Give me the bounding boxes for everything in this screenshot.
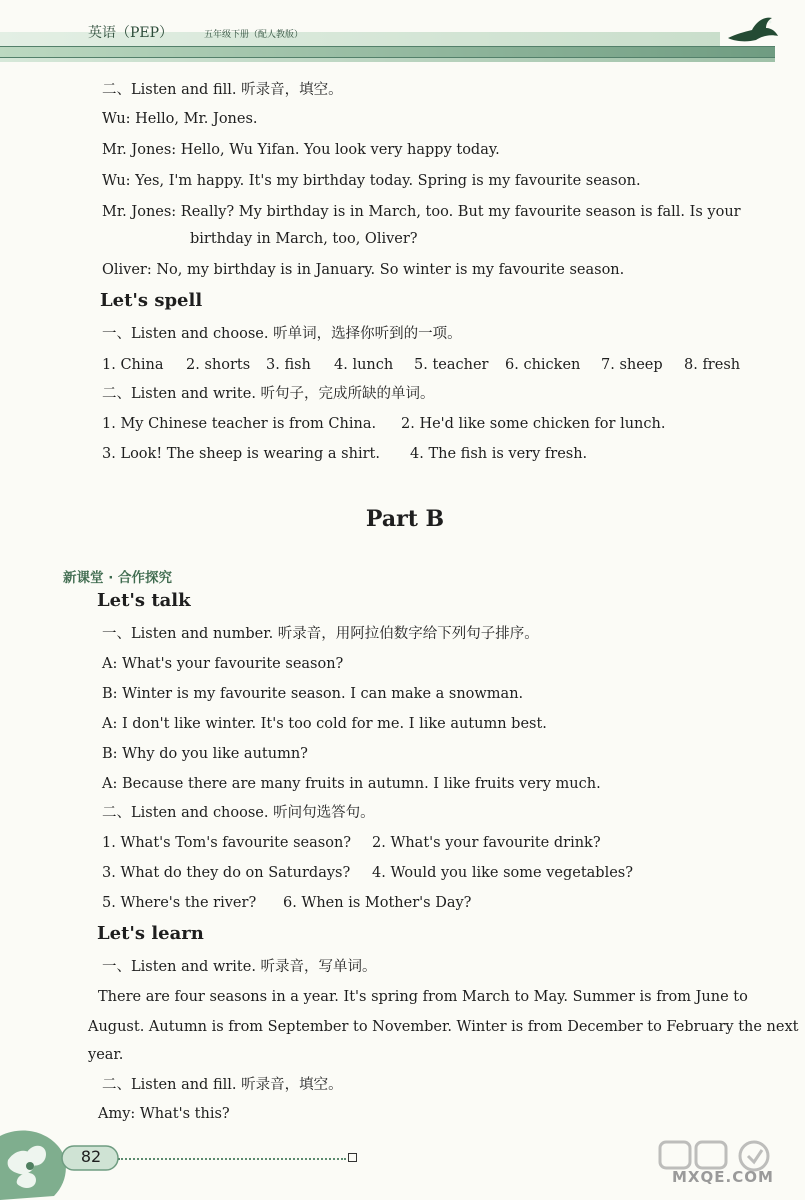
dialogue-line: Wu: Hello, Mr. Jones. — [102, 111, 258, 127]
dialogue-line: birthday in March, too, Oliver? — [190, 231, 418, 247]
bird-logo-icon — [726, 12, 780, 46]
footer-square-icon — [348, 1153, 357, 1162]
question-item: 5. Where's the river? — [102, 895, 257, 911]
instruction-listen-write: 二、Listen and write. 听句子，完成所缺的单词。 — [102, 386, 435, 402]
question-item: 3. What do they do on Saturdays? — [102, 865, 351, 881]
dialogue-line: A: I don't like winter. It's too cold for me. I like autumn best. — [102, 716, 547, 732]
dialogue-line: Wu: Yes, I'm happy. It's my birthday today. Spring is my favourite season. — [102, 173, 641, 189]
dialogue-line: A: Because there are many fruits in autumn. I like fruits very much. — [102, 776, 601, 792]
word-item: 5. teacher — [414, 357, 489, 373]
header-title: 英语（PEP） — [88, 25, 174, 41]
heading-lets-talk: Let's talk — [97, 590, 191, 611]
watermark-text: MXQE.COM — [672, 1168, 774, 1186]
section-label: 新课堂 · 合作探究 — [63, 570, 173, 586]
heading-lets-learn: Let's learn — [97, 923, 204, 944]
part-title: Part B — [365, 506, 445, 532]
sentence-item: 4. The fish is very fresh. — [410, 446, 588, 462]
dialogue-line: Amy: What's this? — [98, 1106, 230, 1122]
sentence-item: 1. My Chinese teacher is from China. — [102, 416, 377, 432]
paragraph-line: There are four seasons in a year. It's spring from March to May. Summer is from June to — [98, 989, 748, 1005]
question-item: 6. When is Mother's Day? — [283, 895, 472, 911]
word-item: 2. shorts — [186, 357, 251, 373]
header-band-stripe — [0, 46, 775, 58]
dialogue-line: Oliver: No, my birthday is in January. So winter is my favourite season. — [102, 262, 625, 278]
question-item: 4. Would you like some vegetables? — [372, 865, 634, 881]
word-item: 4. lunch — [334, 357, 394, 373]
header-band-lower — [0, 58, 775, 62]
header-subtitle: 五年级下册（配人教版） — [204, 30, 304, 40]
page-number: 82 — [80, 1147, 102, 1166]
dialogue-line: B: Why do you like autumn? — [102, 746, 308, 762]
word-item: 8. fresh — [684, 357, 741, 373]
word-item: 7. sheep — [601, 357, 663, 373]
word-item: 1. China — [102, 357, 164, 373]
footer-dotted-rule — [118, 1158, 346, 1160]
instruction-listen-number: 一、Listen and number. 听录音，用阿拉伯数字给下列句子排序。 — [102, 626, 539, 642]
instruction-listen-fill: 二、Listen and fill. 听录音，填空。 — [102, 82, 343, 98]
dialogue-line: Mr. Jones: Hello, Wu Yifan. You look very happy today. — [102, 142, 500, 158]
instruction-listen-write: 一、Listen and write. 听录音，写单词。 — [102, 959, 377, 975]
dialogue-line: Mr. Jones: Really? My birthday is in March, too. But my favourite season is fall. Is your — [102, 204, 741, 220]
heading-lets-spell: Let's spell — [100, 290, 203, 311]
word-item: 3. fish — [266, 357, 311, 373]
dialogue-line: A: What's your favourite season? — [102, 656, 344, 672]
paragraph-line: year. — [88, 1047, 124, 1063]
sentence-item: 2. He'd like some chicken for lunch. — [401, 416, 666, 432]
question-item: 1. What's Tom's favourite season? — [102, 835, 352, 851]
paragraph-line: August. Autumn is from September to November. Winter is from December to February the next — [88, 1019, 799, 1035]
instruction-listen-choose: 一、Listen and choose. 听单词，选择你听到的一项。 — [102, 326, 462, 342]
word-item: 6. chicken — [505, 357, 581, 373]
instruction-listen-fill: 二、Listen and fill. 听录音，填空。 — [102, 1077, 343, 1093]
sentence-item: 3. Look! The sheep is wearing a shirt. — [102, 446, 380, 462]
instruction-listen-choose: 二、Listen and choose. 听问句选答句。 — [102, 805, 375, 821]
dialogue-line: B: Winter is my favourite season. I can make a snowman. — [102, 686, 524, 702]
question-item: 2. What's your favourite drink? — [372, 835, 601, 851]
